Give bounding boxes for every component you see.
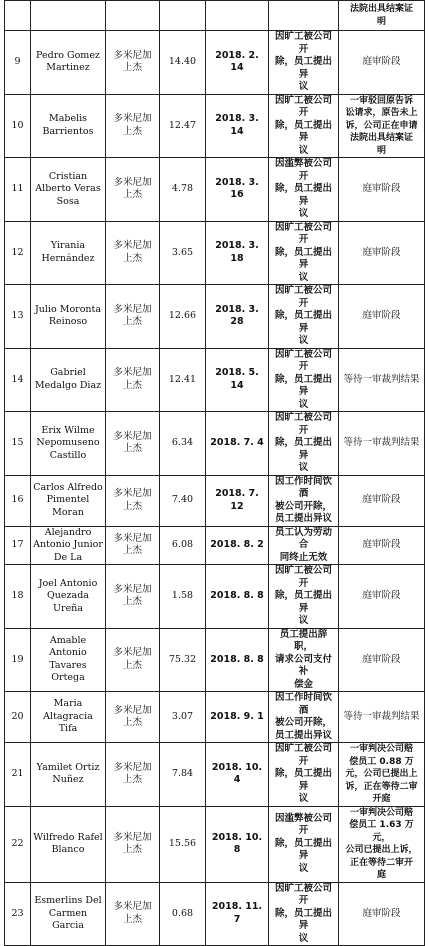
defendant-company-line: 上杰 xyxy=(122,189,142,201)
case-status-line: 开庭 xyxy=(372,794,391,804)
filing-date: 2018. 3. 16 xyxy=(206,158,269,222)
dispute-reason-line: 议 xyxy=(298,208,309,219)
plaintiff-name-line: Altagracia Tifa xyxy=(43,710,93,735)
row-number: 22 xyxy=(5,806,31,882)
filing-date: 2018. 10. 4 xyxy=(206,743,269,807)
plaintiff-name-line: Carmen Garcia xyxy=(48,907,88,931)
defendant-company xyxy=(106,31,160,95)
filing-date: 2018. 7. 12 xyxy=(206,475,269,526)
defendant-company-line: 多米尼加 xyxy=(113,761,152,773)
dispute-reason-line: 除，员工提出异 xyxy=(274,119,332,143)
dispute-reason-line: 被公司开除， xyxy=(274,717,332,728)
filing-date: 2018. 5. 14 xyxy=(206,348,269,412)
row-number: 17 xyxy=(5,526,31,565)
plaintiff-name xyxy=(31,475,106,526)
plaintiff-name-line: Hernández xyxy=(41,252,95,264)
case-status-line: 明 xyxy=(376,16,386,27)
case-status xyxy=(339,31,425,95)
plaintiff-name-line: Carlos Alfredo xyxy=(33,481,103,493)
filing-date: 2018. 8. 8 xyxy=(206,628,269,692)
dispute-reason-line: 除，员工提出异 xyxy=(274,56,332,80)
case-status-line: 庭审阶段 xyxy=(362,653,401,665)
dispute-reason-line: 因滥弊被公司开 xyxy=(274,158,332,182)
dispute-reason-line: 同终止无效 xyxy=(279,551,328,563)
dispute-reason-line: 除，员工提出异 xyxy=(274,246,332,270)
dispute-reason-line: 因旷工被公司开 xyxy=(274,285,332,309)
case-status xyxy=(339,743,425,807)
filing-date: 2018. 9. 1 xyxy=(206,692,269,743)
defendant-company xyxy=(106,743,160,807)
case-status-line: 庭审阶段 xyxy=(362,907,401,919)
plaintiff-name-line: Julio Moronta xyxy=(34,303,102,315)
dispute-reason xyxy=(269,628,339,692)
claim-amount: 12.66 xyxy=(160,285,206,349)
defendant-company-line: 上杰 xyxy=(122,379,142,391)
defendant-company-line: 上杰 xyxy=(122,62,142,74)
table-row xyxy=(5,285,425,349)
defendant-company-line: 上杰 xyxy=(122,252,142,264)
plaintiff-name xyxy=(31,806,106,882)
filing-date: 2018. 8. 8 xyxy=(206,565,269,629)
dispute-reason xyxy=(269,806,339,882)
case-status-line: 诉，公司正在申请 xyxy=(345,120,418,131)
defendant-company xyxy=(106,158,160,222)
case-status-line: 等待一审裁判结果 xyxy=(343,437,420,448)
row-number: 9 xyxy=(5,31,31,95)
claim-amount: 1.58 xyxy=(160,565,206,629)
defendant-company-line: 上杰 xyxy=(122,500,142,512)
defendant-company xyxy=(106,565,160,629)
table-row xyxy=(5,475,425,526)
claim-amount: 14.40 xyxy=(160,31,206,95)
plaintiff-name-line: Pedro Gomez xyxy=(36,49,100,61)
dispute-reason-line: 议 xyxy=(298,81,309,92)
defendant-company xyxy=(106,285,160,349)
case-status-line: 法院出具结案证 xyxy=(349,133,413,143)
claim-amount: 12.41 xyxy=(160,348,206,412)
defendant-company xyxy=(106,526,160,565)
defendant-company-line: 多米尼加 xyxy=(113,367,152,379)
defendant-company-line: 上杰 xyxy=(122,545,142,557)
case-status xyxy=(339,882,425,946)
plaintiff-name-line: Joel Antonio xyxy=(38,577,98,589)
empty-cell xyxy=(160,1,206,31)
row-number: 13 xyxy=(5,285,31,349)
dispute-reason xyxy=(269,565,339,629)
plaintiff-name-line: Pimentel xyxy=(46,494,90,506)
filing-date: 2018. 2. 14 xyxy=(206,31,269,95)
dispute-reason-line: 除，员工提出异 xyxy=(274,837,332,862)
plaintiff-name-line: Nuñez xyxy=(52,774,84,786)
table-row xyxy=(5,692,425,743)
defendant-company-line: 上杰 xyxy=(122,913,142,925)
dispute-reason-line: 议 xyxy=(298,615,309,626)
claim-amount: 7.84 xyxy=(160,743,206,807)
row-number: 20 xyxy=(5,692,31,743)
dispute-reason-line: 议 xyxy=(298,862,309,874)
plaintiff-name-line: Nepomuseno xyxy=(36,437,100,448)
plaintiff-name xyxy=(31,412,106,476)
row-number: 12 xyxy=(5,221,31,285)
dispute-reason-line: 议 xyxy=(298,271,309,283)
case-status-line: 元，公司已提出上 xyxy=(345,769,418,779)
table-row xyxy=(5,882,425,946)
case-status xyxy=(339,348,425,412)
dispute-reason-line: 因旷工被公司开 xyxy=(274,348,332,372)
plaintiff-name-line: Alejandro xyxy=(44,526,92,538)
dispute-reason-line: 因旷工被公司开 xyxy=(274,412,332,436)
defendant-company-line: 多米尼加 xyxy=(113,303,152,315)
defendant-company-line: 多米尼加 xyxy=(113,240,152,252)
defendant-company xyxy=(106,692,160,743)
plaintiff-name xyxy=(31,94,106,158)
plaintiff-name-line: Antonio Junior xyxy=(33,539,103,550)
case-status-line: 庭 xyxy=(376,870,386,880)
plaintiff-name-line: Gabriel xyxy=(50,367,86,379)
dispute-reason-line: 因旷工被公司开 xyxy=(274,882,332,906)
plaintiff-name-line: Antonio xyxy=(49,647,87,659)
case-status xyxy=(339,628,425,692)
case-status-line: 庭审阶段 xyxy=(362,310,401,321)
dispute-reason-line: 议 xyxy=(298,398,309,410)
dispute-reason-line: 因旷工被公司开 xyxy=(274,743,332,767)
row-number: 21 xyxy=(5,743,31,807)
case-status-line: 偿员工 0.88 万 xyxy=(349,756,414,767)
claim-amount: 3.07 xyxy=(160,692,206,743)
dispute-reason xyxy=(269,526,339,565)
table-row xyxy=(5,526,425,565)
dispute-reason-line: 因旷工被公司开 xyxy=(274,221,332,245)
plaintiff-name-line: Cristian xyxy=(48,170,88,182)
case-status-line: 公司已提出上诉， xyxy=(345,845,418,855)
claim-amount: 3.65 xyxy=(160,221,206,285)
dispute-reason-line: 员工提出异议 xyxy=(274,729,332,741)
plaintiff-name xyxy=(31,628,106,692)
dispute-reason-line: 偿金 xyxy=(293,678,313,690)
dispute-reason xyxy=(269,412,339,476)
filing-date: 2018. 8. 2 xyxy=(206,526,269,565)
defendant-company-line: 多米尼加 xyxy=(113,113,152,125)
dispute-reason-line: 议 xyxy=(298,144,309,156)
dispute-reason xyxy=(269,158,339,222)
defendant-company xyxy=(106,221,160,285)
dispute-reason-line: 因滥弊被公司开 xyxy=(274,812,332,837)
case-status-line: 讼请求，原告未上 xyxy=(345,108,418,118)
claim-amount: 75.32 xyxy=(160,628,206,692)
claim-amount: 6.34 xyxy=(160,412,206,476)
defendant-company xyxy=(106,348,160,412)
claim-amount: 0.68 xyxy=(160,882,206,946)
case-status-line: 法院出具结案证 xyxy=(349,4,413,14)
case-status xyxy=(339,565,425,629)
empty-cell xyxy=(106,1,160,31)
dispute-reason-line: 议 xyxy=(298,793,309,804)
dispute-reason xyxy=(269,94,339,158)
claim-amount: 4.78 xyxy=(160,158,206,222)
defendant-company-line: 上杰 xyxy=(122,316,142,328)
plaintiff-name-line: Tavares Ortega xyxy=(49,659,87,684)
claim-amount: 15.56 xyxy=(160,806,206,882)
defendant-company-line: 上杰 xyxy=(122,844,142,855)
lawsuit-table xyxy=(4,0,425,946)
defendant-company xyxy=(106,94,160,158)
plaintiff-name xyxy=(31,743,106,807)
defendant-company-line: 多米尼加 xyxy=(113,532,152,544)
defendant-company-line: 多米尼加 xyxy=(113,647,152,659)
case-status xyxy=(339,158,425,222)
dispute-reason xyxy=(269,31,339,95)
defendant-company xyxy=(106,806,160,882)
defendant-company-line: 多米尼加 xyxy=(113,583,152,595)
dispute-reason xyxy=(269,348,339,412)
plaintiff-name-line: Amable xyxy=(49,634,87,646)
case-status xyxy=(339,285,425,349)
defendant-company-line: 上杰 xyxy=(122,443,142,455)
case-status-line: 偿员工 1.63 万元， xyxy=(349,820,414,843)
dispute-reason-line: 员工提出辞职， xyxy=(279,628,328,652)
filing-date: 2018. 3. 18 xyxy=(206,221,269,285)
case-status xyxy=(339,412,425,476)
case-status-line: 庭审阶段 xyxy=(362,56,401,67)
case-status-line: 庭审阶段 xyxy=(362,183,401,194)
plaintiff-name xyxy=(31,526,106,565)
dispute-reason-line: 因旷工被公司开 xyxy=(274,565,332,589)
case-status-line: 庭审阶段 xyxy=(362,246,401,258)
dispute-reason xyxy=(269,221,339,285)
case-status-line: 正在等待二审开 xyxy=(349,857,413,868)
dispute-reason xyxy=(269,743,339,807)
plaintiff-name xyxy=(31,31,106,95)
row-number: 15 xyxy=(5,412,31,476)
plaintiff-name xyxy=(31,565,106,629)
plaintiff-name-line: Mabelis xyxy=(48,113,88,125)
table-row xyxy=(5,565,425,629)
plaintiff-name xyxy=(31,348,106,412)
dispute-reason-line: 除，员工提出异 xyxy=(274,310,332,334)
filing-date: 2018. 7. 4 xyxy=(206,412,269,476)
plaintiff-name-line: Castillo xyxy=(49,449,87,461)
table-row xyxy=(5,743,425,807)
defendant-company-line: 多米尼加 xyxy=(113,831,152,843)
row-number: 10 xyxy=(5,94,31,158)
row-number: 23 xyxy=(5,882,31,946)
case-status-line: 诉，正在等待二审 xyxy=(345,781,418,792)
dispute-reason xyxy=(269,882,339,946)
dispute-reason xyxy=(269,475,339,526)
plaintiff-name-line: Medalgo Diaz xyxy=(34,379,102,391)
filing-date: 2018. 3. 28 xyxy=(206,285,269,349)
dispute-reason-line: 议 xyxy=(298,462,309,473)
defendant-company-line: 多米尼加 xyxy=(113,901,152,913)
case-status xyxy=(339,1,425,31)
case-status xyxy=(339,526,425,565)
dispute-reason-line: 除，员工提出异 xyxy=(274,183,332,207)
plaintiff-name-line: Erix Wilme xyxy=(41,424,95,436)
dispute-reason-line: 除，员工提出异 xyxy=(274,907,332,931)
case-status-line: 等待一审裁判结果 xyxy=(343,710,420,722)
dispute-reason-line: 因旷工被公司开 xyxy=(274,94,332,118)
plaintiff-name xyxy=(31,692,106,743)
defendant-company-line: 上杰 xyxy=(122,125,142,137)
plaintiff-name-line: Yirania xyxy=(50,240,86,252)
plaintiff-name-line: Alberto Veras xyxy=(35,183,101,194)
table-row xyxy=(5,412,425,476)
case-status xyxy=(339,221,425,285)
dispute-reason xyxy=(269,692,339,743)
dispute-reason-line: 因工作时间饮酒 xyxy=(274,692,332,716)
defendant-company-line: 多米尼加 xyxy=(113,430,152,442)
plaintiff-name-line: Sosa xyxy=(56,195,80,207)
plaintiff-name-line: Wilfredo Rafel xyxy=(33,831,103,843)
dispute-reason-line: 因工作时间饮酒 xyxy=(274,475,332,499)
dispute-reason-line: 除，员工提出异 xyxy=(274,437,332,461)
table-row xyxy=(5,1,425,31)
row-number: 14 xyxy=(5,348,31,412)
table-row xyxy=(5,158,425,222)
plaintiff-name-line: Martinez xyxy=(46,62,90,74)
row-number: 11 xyxy=(5,158,31,222)
claim-amount: 12.47 xyxy=(160,94,206,158)
defendant-company xyxy=(106,628,160,692)
case-status-line: 等待一审裁判结果 xyxy=(343,373,420,385)
table-row xyxy=(5,221,425,285)
table-body xyxy=(5,1,425,946)
table-row xyxy=(5,806,425,882)
case-status-line: 庭审阶段 xyxy=(362,539,401,550)
dispute-reason-line: 除，员工提出异 xyxy=(274,590,332,614)
row-number: 19 xyxy=(5,628,31,692)
filing-date: 2018. 10. 8 xyxy=(206,806,269,882)
dispute-reason-line: 被公司开除， xyxy=(274,500,332,512)
plaintiff-name-line: De La xyxy=(53,551,83,563)
defendant-company xyxy=(106,412,160,476)
claim-amount: 7.40 xyxy=(160,475,206,526)
case-status xyxy=(339,692,425,743)
plaintiff-name xyxy=(31,221,106,285)
plaintiff-name-line: Maria xyxy=(53,698,83,710)
empty-cell xyxy=(206,1,269,31)
defendant-company-line: 多米尼加 xyxy=(113,49,152,61)
plaintiff-name-line: Quezada Ureña xyxy=(47,590,89,614)
filing-date: 2018. 11. 7 xyxy=(206,882,269,946)
defendant-company-line: 多米尼加 xyxy=(113,176,152,188)
empty-cell xyxy=(5,1,31,31)
table-row xyxy=(5,94,425,158)
table-row xyxy=(5,31,425,95)
case-status xyxy=(339,806,425,882)
case-status-line: 一审驳回原告诉 xyxy=(349,95,413,106)
dispute-reason-line: 除，员工提出异 xyxy=(274,768,332,792)
dispute-reason-line: 请求公司支付补 xyxy=(274,653,332,677)
empty-cell xyxy=(269,1,339,31)
dispute-reason-line: 因旷工被公司开 xyxy=(274,31,332,55)
defendant-company-line: 多米尼加 xyxy=(113,704,152,716)
plaintiff-name-line: Reinoso xyxy=(48,316,88,328)
defendant-company xyxy=(106,882,160,946)
defendant-company-line: 上杰 xyxy=(122,596,142,608)
case-status xyxy=(339,475,425,526)
dispute-reason-line: 议 xyxy=(298,335,309,346)
dispute-reason-line: 议 xyxy=(298,932,309,944)
plaintiff-name-line: Blanco xyxy=(51,844,85,855)
defendant-company-line: 上杰 xyxy=(122,774,142,786)
row-number: 18 xyxy=(5,565,31,629)
case-status-line: 庭审阶段 xyxy=(362,590,401,601)
defendant-company-line: 上杰 xyxy=(122,659,142,671)
case-status xyxy=(339,94,425,158)
dispute-reason-line: 员工提出异议 xyxy=(274,513,332,524)
dispute-reason-line: 员工认为劳动合 xyxy=(274,526,332,550)
table-row xyxy=(5,348,425,412)
plaintiff-name-line: Yamilet Ortiz xyxy=(36,761,100,773)
defendant-company xyxy=(106,475,160,526)
plaintiff-name xyxy=(31,882,106,946)
case-status-line: 一审判决公司赔 xyxy=(349,744,413,754)
defendant-company-line: 多米尼加 xyxy=(113,488,152,499)
case-status-line: 庭审阶段 xyxy=(362,494,401,506)
case-status-line: 明 xyxy=(376,145,386,156)
document-page xyxy=(4,0,424,944)
row-number: 16 xyxy=(5,475,31,526)
defendant-company-line: 上杰 xyxy=(122,717,142,728)
case-status-line: 一审判决公司赔 xyxy=(349,807,413,818)
plaintiff-name-line: Moran xyxy=(52,506,84,518)
plaintiff-name xyxy=(31,285,106,349)
dispute-reason xyxy=(269,285,339,349)
filing-date: 2018. 3. 14 xyxy=(206,94,269,158)
dispute-reason-line: 除，员工提出异 xyxy=(274,373,332,397)
plaintiff-name-line: Esmerlins Del xyxy=(34,895,102,906)
plaintiff-name xyxy=(31,158,106,222)
empty-cell xyxy=(31,1,106,31)
table-row xyxy=(5,628,425,692)
claim-amount: 6.08 xyxy=(160,526,206,565)
plaintiff-name-line: Barrientos xyxy=(42,125,94,137)
